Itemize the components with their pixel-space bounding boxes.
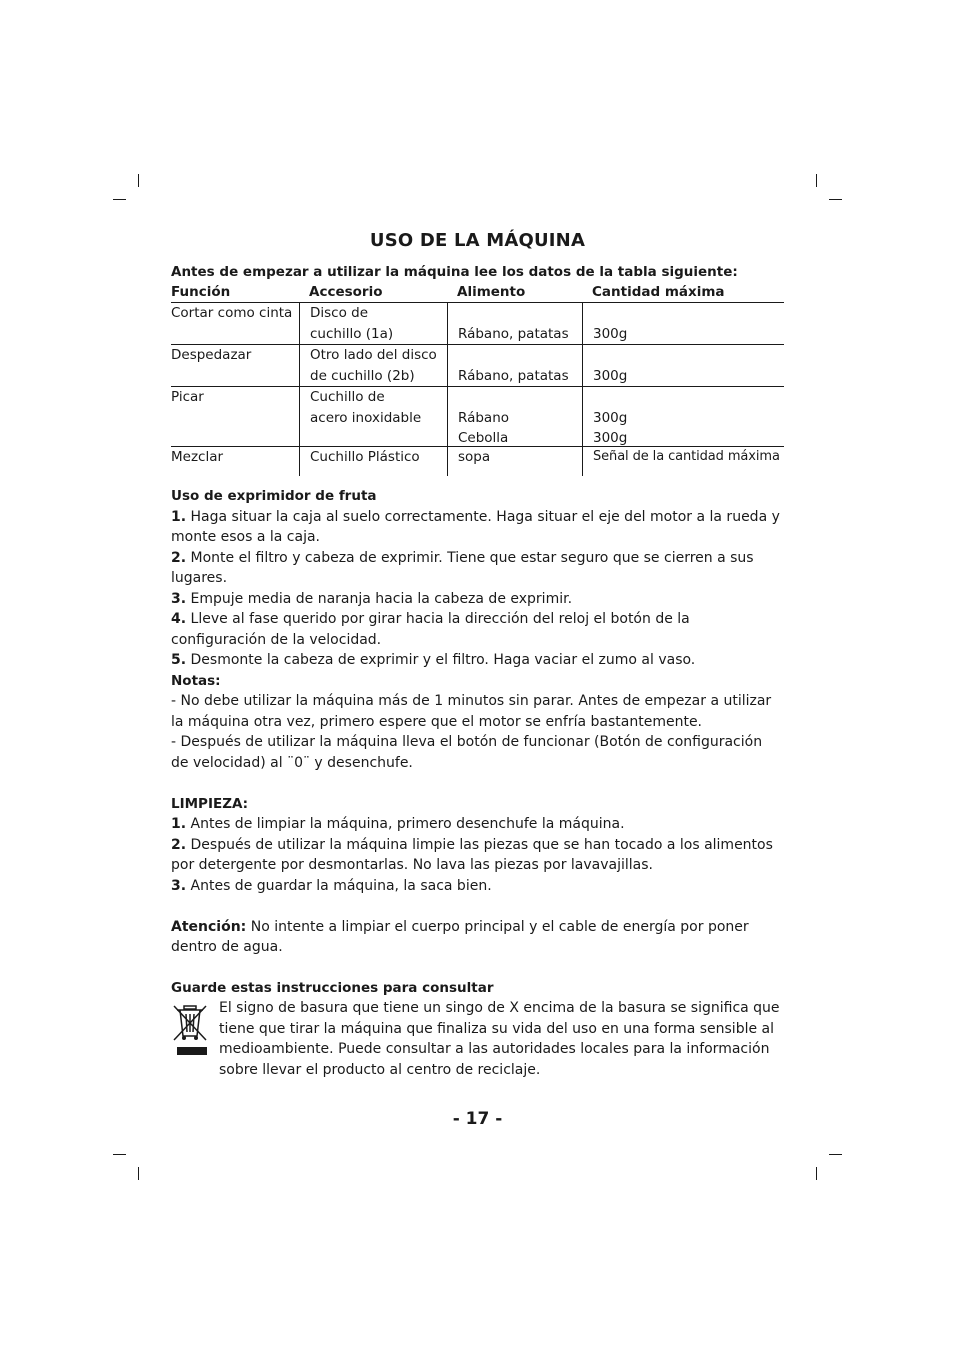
- section-heading: Uso de exprimidor de fruta: [171, 488, 377, 504]
- crop-mark: [113, 199, 126, 200]
- cell-alimento: Rábano, patatas: [447, 345, 592, 386]
- crop-mark: [138, 1167, 139, 1180]
- section-heading: Notas:: [171, 672, 221, 689]
- page-number: - 17 -: [452, 1109, 503, 1129]
- weee-disposal-text: El signo de basura que tiene un singo de X encima de la basura se significa que tiene que tirar la máquina que finaliza su vida del uso en una forma sensible al medioambiente. Puede consultar a las autoridades locales para la información sobre llevar el producto al centro de reciclaje.: [219, 1000, 780, 1078]
- list-item: 3. Empuje media de naranja hacia la cabeza de exprimir.: [171, 590, 573, 607]
- crop-mark: [816, 1167, 817, 1180]
- header-accesorio: Accesorio: [309, 284, 383, 300]
- list-item: 1. Antes de limpiar la máquina, primero desenchufe la máquina.: [171, 816, 625, 832]
- instructions-body: [171, 486, 784, 999]
- crossed-out-wheelie-bin-icon: [172, 1000, 212, 1058]
- table-row: [171, 302, 784, 344]
- list-item: 3. Antes de guardar la máquina, la saca bien.: [171, 877, 492, 894]
- cell-alimento: Rábano Cebolla: [447, 387, 592, 446]
- header-alimento: Alimento: [457, 284, 526, 300]
- crop-mark: [829, 199, 842, 200]
- note-item: - No debe utilizar la máquina más de 1 minutos sin parar. Antes de empezar a utilizar la máquina otra vez, primero espere que el motor se enfría bastantemente.: [171, 693, 772, 730]
- note-item: - Después de utilizar la máquina lleva el botón de funcionar (Botón de configuración de velocidad) al ¨0¨ y desenchufe.: [171, 734, 763, 771]
- list-item: 2. Después de utilizar la máquina limpie las piezas que se han tocado a los alimentos por detergente por desmontarlas. No lava las piezas por lavavajillas.: [171, 836, 773, 873]
- cell-cantidad: 300g: [582, 345, 784, 386]
- cell-accesorio: Cuchillo Plástico: [299, 447, 458, 476]
- section-heading: Guarde estas instrucciones para consultar: [171, 980, 494, 996]
- crop-mark: [138, 174, 139, 187]
- list-item: 5. Desmonte la cabeza de exprimir y el filtro. Haga vaciar el zumo al vaso.: [171, 652, 696, 668]
- list-item: 1. Haga situar la caja al suelo correctamente. Haga situar el eje del motor a la rueda y monte esos a la caja.: [171, 508, 780, 545]
- table-row: [171, 386, 784, 446]
- cell-alimento: Rábano, patatas: [447, 303, 592, 344]
- cell-alimento: sopa: [447, 447, 592, 476]
- page-title: USO DE LA MÁQUINA: [369, 230, 586, 251]
- cell-cantidad: Señal de la cantidad máxima: [582, 447, 784, 476]
- cell-funcion: Despedazar: [171, 347, 252, 363]
- cell-cantidad: 300g: [582, 303, 784, 344]
- table-row: [171, 446, 784, 476]
- crop-mark: [816, 174, 817, 187]
- attention-note: Atención: No intente a limpiar el cuerpo principal y el cable de energía por poner dentro de agua.: [171, 918, 749, 955]
- header-funcion: Función: [171, 284, 231, 300]
- crop-mark: [113, 1154, 126, 1155]
- cell-cantidad: 300g 300g: [582, 387, 784, 446]
- cell-accesorio: Cuchillo de acero inoxidable: [299, 387, 458, 446]
- cell-accesorio: Disco de cuchillo (1a): [299, 303, 458, 344]
- list-item: 4. Lleve al fase querido por girar hacia la dirección del reloj el botón de la configuración de la velocidad.: [171, 611, 690, 648]
- cell-accesorio: Otro lado del disco de cuchillo (2b): [299, 345, 458, 386]
- table-row: [171, 344, 784, 386]
- table-header-row: [171, 282, 784, 302]
- cell-funcion: Picar: [171, 389, 204, 405]
- list-item: 2. Monte el filtro y cabeza de exprimir. Tiene que estar seguro que se cierren a sus lugares.: [171, 549, 754, 586]
- header-cantidad: Cantidad máxima: [592, 284, 725, 300]
- crop-mark: [829, 1154, 842, 1155]
- cell-funcion: Cortar como cinta: [171, 305, 293, 321]
- table-intro: Antes de empezar a utilizar la máquina lee los datos de la tabla siguiente:: [171, 264, 738, 280]
- section-heading: LIMPIEZA:: [171, 795, 249, 812]
- cell-funcion: Mezclar: [171, 449, 224, 465]
- usage-table: [171, 282, 784, 476]
